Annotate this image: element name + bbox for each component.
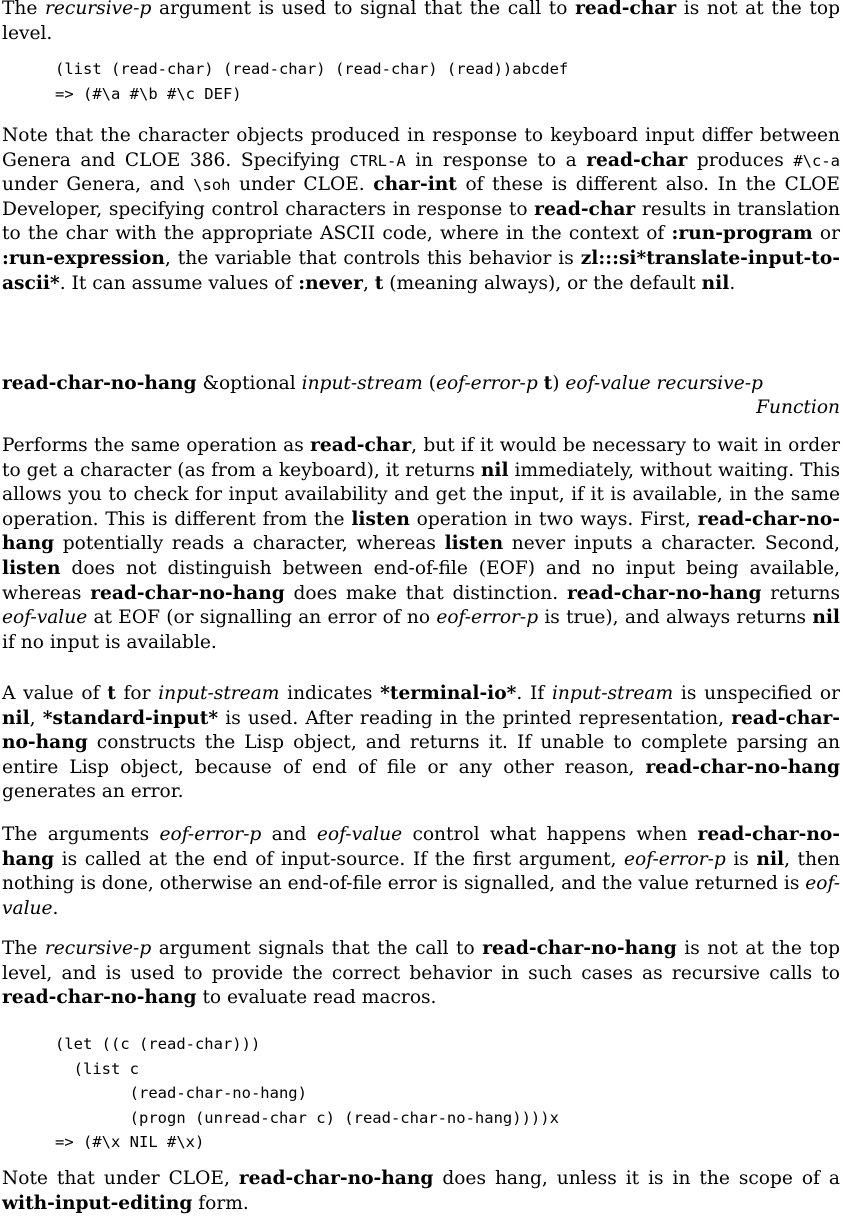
code-line: (progn (unread-char c) (read-char-no-hang))))x bbox=[55, 1108, 559, 1127]
text: results in translation to the char with the appropriate ASCII code, where in the context of bbox=[2, 198, 841, 245]
text: is unspecified or bbox=[673, 683, 840, 704]
argument: eof-value recursive-p bbox=[565, 373, 763, 394]
paragraph-recursive-p-read-char bbox=[2, 0, 840, 46]
text: constructs the Lisp object, and returns it. If unable to complete parsing an entire Lisp object, because of end of file or any other reason, bbox=[2, 732, 840, 778]
bold-term: read-char-no-hang bbox=[2, 987, 197, 1009]
code-line: (read-char-no-hang) bbox=[55, 1084, 307, 1103]
text: and bbox=[261, 824, 317, 845]
text: , then nothing is done, otherwise an end-of-file error is signalled, and the value returned is bbox=[2, 848, 840, 895]
text: . It can assume values of bbox=[59, 272, 299, 294]
italic-term: eof-value bbox=[2, 607, 88, 629]
text: potentially reads a character, whereas bbox=[54, 533, 445, 555]
bold-term: with-input-editing bbox=[2, 1192, 193, 1214]
text: control what happens when bbox=[402, 824, 698, 845]
bold-term: read-char bbox=[310, 435, 412, 456]
argument: input-stream bbox=[301, 373, 423, 394]
italic-term: eof-value bbox=[2, 873, 840, 919]
text: under CLOE. bbox=[230, 174, 374, 196]
mono-term: #\c-a bbox=[793, 151, 840, 170]
code-line: (list c bbox=[55, 1059, 139, 1078]
mono-term: CTRL-A bbox=[349, 151, 406, 170]
code-line: => (#\x NIL #\x) bbox=[55, 1133, 205, 1152]
text: does not distinguish between end-of-file (EOF) and no input being available, whereas bbox=[2, 557, 840, 604]
bold-term: read-char-no-hang bbox=[90, 582, 285, 604]
bold-term: read-char bbox=[534, 198, 636, 220]
text: ( bbox=[422, 373, 436, 394]
bold-term: :run-program bbox=[671, 223, 813, 245]
bold-term: read-char-no-hang bbox=[2, 508, 841, 555]
text: is not at the top level. bbox=[2, 0, 840, 44]
text: . bbox=[52, 897, 59, 919]
paragraph-cloe-note bbox=[2, 1167, 840, 1216]
text: operation in two ways. First, bbox=[409, 508, 698, 530]
text: in response to a bbox=[405, 149, 587, 171]
text: , bbox=[29, 707, 43, 729]
bold-term: read-char-no-hang bbox=[2, 707, 841, 754]
bold-term: t bbox=[107, 683, 116, 704]
text: is bbox=[725, 848, 757, 870]
text: (meaning always), or the default bbox=[383, 272, 702, 294]
bold-term: nil bbox=[480, 459, 509, 481]
function-signature bbox=[2, 372, 840, 397]
function-kind-label: Function bbox=[756, 397, 840, 418]
italic-term: eof-error-p bbox=[436, 607, 539, 629]
text: , but if it would be necessary to wait in order to get a character (as from a keyboard), it returns bbox=[2, 435, 841, 481]
bold-term: nil bbox=[2, 707, 30, 729]
code-line: => (#\a #\b #\c DEF) bbox=[55, 84, 242, 103]
paragraph-eof-arguments bbox=[2, 823, 840, 921]
text: does make that distinction. bbox=[284, 582, 567, 604]
function-name: read-char-no-hang bbox=[2, 373, 197, 394]
bold-term: t bbox=[374, 272, 384, 294]
text: The bbox=[2, 0, 46, 19]
text: if no input is available. bbox=[2, 631, 217, 653]
bold-term: nil bbox=[701, 272, 730, 294]
code-example-read-char-no-hang bbox=[55, 1032, 559, 1155]
text: . If bbox=[516, 683, 552, 704]
text: form. bbox=[192, 1192, 249, 1214]
bold-term: read-char-no-hang bbox=[645, 756, 840, 778]
paragraph-recursive-p-no-hang bbox=[2, 937, 840, 1011]
text: is true), and always returns bbox=[538, 607, 813, 629]
text: The arguments bbox=[2, 824, 160, 845]
default-value: t bbox=[543, 373, 553, 394]
code-example-read-char bbox=[55, 57, 568, 106]
text: does hang, unless it is in the scope of a bbox=[433, 1168, 840, 1189]
text: is called at the end of input-source. If the first argument, bbox=[54, 848, 625, 870]
bold-term: :never bbox=[298, 272, 363, 294]
bold-term: read-char-no-hang bbox=[2, 824, 840, 870]
paragraph-genera-cloe-differences bbox=[2, 124, 840, 296]
italic-term: eof-error-p bbox=[624, 848, 726, 870]
bold-term: nil bbox=[756, 848, 785, 870]
bold-term: read-char-no-hang bbox=[566, 582, 762, 604]
paragraph-input-stream bbox=[2, 682, 840, 805]
text: immediately, without waiting. This allows you to check for input availability and get the input, if it is available, in the same operation. This is different from the bbox=[2, 459, 840, 530]
bold-term: read-char bbox=[586, 149, 688, 171]
bold-term: listen bbox=[351, 508, 410, 530]
text: under Genera, and bbox=[2, 174, 194, 196]
text: A value of bbox=[2, 683, 108, 704]
bold-term: read-char bbox=[575, 0, 677, 19]
text: , bbox=[362, 272, 375, 294]
text: or bbox=[812, 223, 841, 245]
bold-term: nil bbox=[812, 607, 840, 629]
text: generates an error. bbox=[2, 781, 184, 803]
bold-term: *terminal-io* bbox=[380, 683, 517, 704]
bold-term: listen bbox=[444, 533, 504, 555]
text: never inputs a character. Second, bbox=[503, 533, 840, 555]
text: argument is used to signal that the call to bbox=[151, 0, 576, 19]
italic-term: recursive-p bbox=[45, 0, 152, 19]
lambda-keyword: &optional bbox=[196, 373, 302, 394]
mono-term: \soh bbox=[193, 176, 231, 195]
italic-term: eof-value bbox=[316, 824, 403, 845]
text: is not at the top level, and is used to provide the correct behavior in such cases as recursive calls to bbox=[2, 938, 840, 984]
text: Note that under CLOE, bbox=[2, 1168, 239, 1189]
bold-term: zl:::si*translate-input-to-ascii* bbox=[2, 247, 840, 294]
text: indicates bbox=[279, 683, 381, 704]
text: , the variable that controls this behavior is bbox=[164, 247, 581, 269]
bold-term: *standard-input* bbox=[42, 707, 219, 729]
code-line: (let ((c (read-char))) bbox=[55, 1035, 261, 1053]
text: at EOF (or signalling an error of no bbox=[87, 607, 437, 629]
text: for bbox=[115, 683, 159, 704]
text: to evaluate read macros. bbox=[196, 987, 437, 1009]
text: is used. After reading in the printed representation, bbox=[218, 707, 732, 729]
text: The bbox=[2, 938, 45, 959]
text: ) bbox=[552, 373, 566, 394]
text: . bbox=[729, 272, 736, 294]
bold-term: read-char-no-hang bbox=[482, 938, 677, 959]
italic-term: recursive-p bbox=[44, 938, 152, 959]
text: produces bbox=[687, 149, 794, 171]
code-line: (list (read-char) (read-char) (read-char) (read))abcdef bbox=[55, 60, 569, 78]
argument: eof-error-p bbox=[435, 373, 538, 394]
bold-term: read-char-no-hang bbox=[238, 1168, 434, 1189]
paragraph-read-char-no-hang-description bbox=[2, 434, 840, 655]
italic-term: input-stream bbox=[551, 683, 674, 704]
text: of these is different also. In the CLOE Developer, specifying control characters in response to bbox=[2, 174, 840, 220]
bold-term: :run-expression bbox=[2, 247, 165, 269]
bold-term: char-int bbox=[373, 174, 457, 196]
italic-term: eof-error-p bbox=[159, 824, 262, 845]
text: argument signals that the call to bbox=[151, 938, 483, 959]
italic-term: input-stream bbox=[158, 683, 280, 704]
text: Note that the character objects produced in response to keyboard input differ between Genera and CLOE 386. Specifying bbox=[2, 125, 840, 171]
bold-term: listen bbox=[2, 557, 61, 579]
text: returns bbox=[761, 582, 841, 604]
text: Performs the same operation as bbox=[2, 435, 311, 456]
